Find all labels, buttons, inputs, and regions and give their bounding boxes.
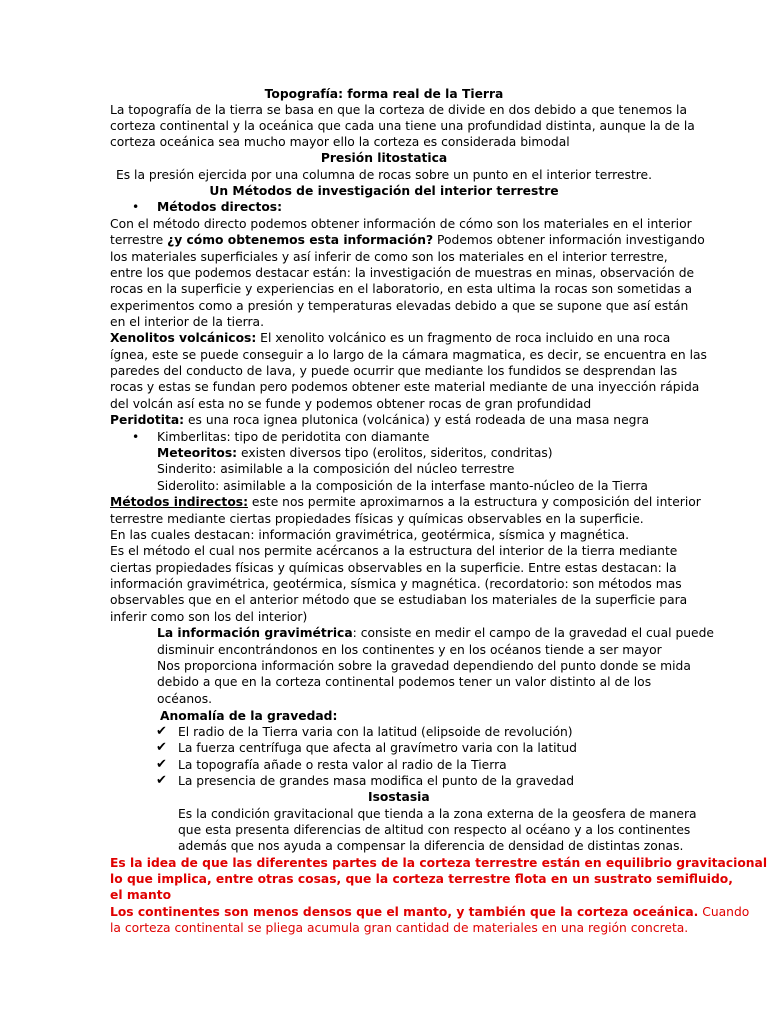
indirectos-line: observables que en el anterior método que se estudiaban los materiales de la superficie para <box>110 593 688 607</box>
highlight-line: lo que implica, entre otras cosas, que la corteza terrestre flota en un sustrato semifluido, <box>110 872 733 886</box>
directos-line: rocas en la superficie y experiencias en el laboratorio, en esta ultima la rocas son sometidas a <box>110 282 693 296</box>
indirectos-line: terrestre mediante ciertas propiedades físicas y químicas observables en la superficie. <box>110 512 644 526</box>
intro-line: corteza oceánica sea mucho mayor ello la corteza es considerada bimodal <box>110 135 570 149</box>
bold-question: ¿y cómo obtenemos esta información? <box>167 233 434 247</box>
siderolito-line: Siderolito: asimilable a la composición de la interfase manto-núcleo de la Tierra <box>157 479 648 493</box>
directos-line: entre los que podemos destacar están: la investigación de muestras en minas, observación de <box>110 266 695 280</box>
gravimetrica-line: debido a que en la corteza continental podemos tener un valor distinto al de los <box>157 675 652 689</box>
checkmark-icon: ✔ <box>156 773 167 788</box>
anomalia-item: La topografía añade o resta valor al radio de la Tierra <box>178 758 507 772</box>
xenolitos-line: rocas y estas se fundan pero podemos obtener este material mediante de una inyección rápida <box>110 380 700 394</box>
sinderito-line: Sinderito: asimilable a la composición del núcleo terrestre <box>157 462 515 476</box>
bullet-icon: • <box>132 200 140 214</box>
indirectos-line: inferir como son los del interior) <box>110 610 308 624</box>
text-span: existen diversos tipo (erolitos, sideritos, condritas) <box>237 446 553 460</box>
anomalia-item: El radio de la Tierra varia con la latitud (elipsoide de revolución) <box>178 725 573 739</box>
isostasia-line: Es la condición gravitacional que tienda a la zona externa de la geosfera de manera <box>178 807 697 821</box>
xenolitos-line: paredes del conducto de lava, y puede ocurrir que mediante los fundidos se desprendan las <box>110 364 678 378</box>
anomalia-item: La fuerza centrífuga que afecta al gravímetro varia con la latitud <box>178 741 577 755</box>
gravimetrica-line: Nos proporciona información sobre la gravedad dependiendo del punto donde se mida <box>157 659 691 673</box>
isostasia-heading: Isostasia <box>368 790 430 804</box>
directos-line: experimentos como a presión y temperaturas elevadas debido a que se supone que así están <box>110 299 689 313</box>
directos-line: en el interior de la tierra. <box>110 315 264 329</box>
text-span: El xenolito volcánico es un fragmento de roca incluido en una roca <box>256 331 671 345</box>
metodos-heading: Un Métodos de investigación del interior terrestre <box>209 184 559 198</box>
presion-text: Es la presión ejercida por una columna de rocas sobre un punto en el interior terrestre. <box>115 168 653 182</box>
highlight-line: la corteza continental se pliega acumula gran cantidad de materiales en una región concreta. <box>110 921 689 935</box>
directos-line <box>110 232 705 248</box>
meteoritos-line <box>157 445 553 461</box>
text-span: este nos permite aproximarnos a la estructura y composición del interior <box>248 495 701 509</box>
indirectos-line: información gravimétrica, geotérmica, sísmica y magnética. (recordatorio: son métodos mas <box>110 577 682 591</box>
highlight-line <box>110 904 749 920</box>
kimberlitas-line: Kimberlitas: tipo de peridotita con diamante <box>157 430 430 444</box>
text-span: : consiste en medir el campo de la gravedad el cual puede <box>352 626 714 640</box>
peridotita-label: Peridotita: <box>110 413 185 427</box>
xenolitos-line: ígnea, este se puede conseguir a lo largo de la cámara magmatica, es decir, se encuentra en las <box>110 348 707 362</box>
isostasia-line: que esta presenta diferencias de altitud con respecto al océano y a los continentes <box>178 823 691 837</box>
bullet-icon: • <box>132 430 140 444</box>
isostasia-line: además que nos ayuda a compensar la diferencia de densidad de distintas zonas. <box>178 839 684 853</box>
indirectos-line: En las cuales destacan: información gravimétrica, geotérmica, sísmica y magnética. <box>110 528 630 542</box>
gravimetrica-label: La información gravimétrica <box>157 626 353 640</box>
meteoritos-label: Meteoritos: <box>157 446 238 460</box>
intro-line: corteza continental y la oceánica que cada una tiene una profundidad distinta, aunque la de la <box>110 119 695 133</box>
presion-heading: Presión litostatica <box>320 151 448 165</box>
checkmark-icon: ✔ <box>156 740 167 755</box>
indirectos-line <box>110 494 701 510</box>
indirectos-line: ciertas propiedades físicas y químicas observables en la superficie. Entre estas destacan: la <box>110 561 677 575</box>
highlight-line: Es la idea de que las diferentes partes de la corteza terrestre están en equilibrio gravitacional <box>110 856 768 870</box>
directos-heading: Métodos directos: <box>157 200 283 214</box>
text-span: es una roca ignea plutonica (volcánica) y está rodeada de una masa negra <box>184 413 650 427</box>
directos-line: Con el método directo podemos obtener información de cómo son los materiales en el interior <box>110 217 692 231</box>
checkmark-icon: ✔ <box>156 724 167 739</box>
bold-span: Los continentes son menos densos que el manto, y también que la corteza oceánica. <box>110 905 699 919</box>
anomalia-heading: Anomalía de la gravedad: <box>160 709 338 723</box>
xenolitos-line <box>110 330 670 346</box>
xenolitos-label: Xenolitos volcánicos: <box>110 331 257 345</box>
highlight-line: el manto <box>110 888 172 902</box>
indirectos-label: Métodos indirectos: <box>110 495 248 509</box>
gravimetrica-line: disminuir encontrándonos en los continentes y en los océanos tiende a ser mayor <box>157 643 662 657</box>
intro-line: La topografía de la tierra se basa en que la corteza de divide en dos debido a que tenemos la <box>110 103 687 117</box>
xenolitos-line: del volcán así esta no se funde y podemos obtener rocas de gran profundidad <box>110 397 592 411</box>
peridotita-line <box>110 412 649 428</box>
directos-line: los materiales superficiales y así inferir de como son los materiales en el interior terrestre, <box>110 250 668 264</box>
text-span: Podemos obtener información investigando <box>433 233 705 247</box>
gravimetrica-line <box>157 625 714 641</box>
anomalia-item: La presencia de grandes masa modifica el punto de la gravedad <box>178 774 575 788</box>
checkmark-icon: ✔ <box>156 757 167 772</box>
gravimetrica-line: océanos. <box>157 692 213 706</box>
text-span: terrestre <box>110 233 168 247</box>
indirectos-line: Es el método el cual nos permite acércanos a la estructura del interior de la tierra mediante <box>110 544 678 558</box>
text-span: Cuando <box>698 905 750 919</box>
page-title: Topografía: forma real de la Tierra <box>264 87 504 101</box>
